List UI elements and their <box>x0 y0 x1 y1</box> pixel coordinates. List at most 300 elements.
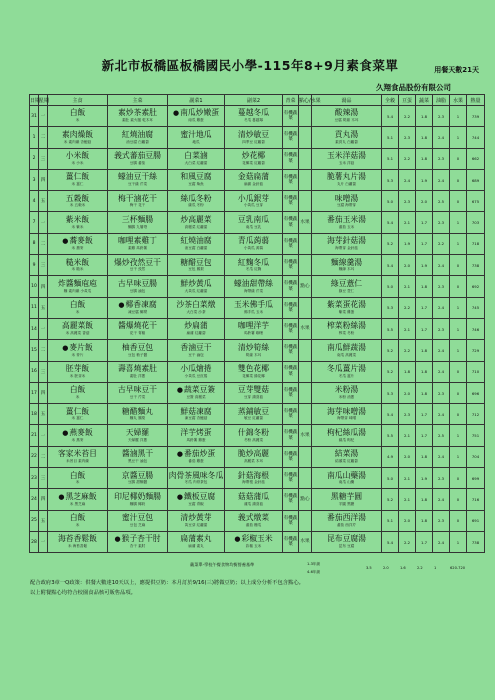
row-snack-fruit <box>299 340 312 361</box>
row-vegetable: 有機蔬菜 <box>283 127 299 148</box>
side-dish-2-name: 義式燉菜 <box>237 513 270 523</box>
side-dish-1-name: 洋芋烤蛋 <box>180 427 212 437</box>
staple-name: 白飯 <box>69 513 86 523</box>
soup-name: 結菜湯 <box>334 449 359 459</box>
standard-grain: 3.5 <box>366 566 372 570</box>
side-dish-2-ingredients: 南瓜 豆乳 <box>245 224 262 229</box>
side-dish-2-cell <box>225 318 283 339</box>
row-weekday: 二 <box>39 446 48 467</box>
main-dish-ingredients: 天婦羅 洋蔥 <box>127 437 148 442</box>
row-nutrition-5: 751 <box>467 425 485 446</box>
row-nutrition-2: 1.7 <box>416 404 433 425</box>
main-dish-name: 印尼椰奶麵腸 <box>114 491 161 501</box>
row-weekday: 一 <box>39 531 48 552</box>
row-date: 7 <box>30 212 39 233</box>
staple-name: 素肉燥飯 <box>61 129 94 139</box>
row-date: 23 <box>30 468 39 489</box>
soup-ingredients: 紫菜 雞蛋 <box>338 309 355 314</box>
main-dish-ingredients: 花干 青椒 <box>129 331 146 336</box>
standard-oil: 2.2 <box>417 566 423 570</box>
soup-ingredients: 榨菜 冬粉 <box>338 331 355 336</box>
side-dish-1-cell <box>168 446 225 467</box>
row-nutrition-3: 2.4 <box>433 169 450 190</box>
side-dish-2-cell <box>225 212 283 233</box>
row-vegetable: 有機蔬菜 <box>283 340 299 361</box>
soup-name: 味噌湯 <box>334 193 359 203</box>
side-dish-1-ingredients: 大白菜 沙茶 <box>186 309 206 314</box>
soup-ingredients: 番茄 西洋芹 <box>336 522 357 527</box>
main-dish-cell <box>108 297 168 318</box>
row-nutrition-5: 745 <box>467 297 485 318</box>
side-dish-2-ingredients: 高麗菜 木耳 <box>243 459 264 463</box>
row-nutrition-5: 691 <box>467 510 485 531</box>
soup-ingredients: 素貢丸 白蘿蔔 <box>335 139 358 144</box>
row-nutrition-0: 5.0 <box>382 276 399 297</box>
row-nutrition-1: 2.3 <box>399 404 416 425</box>
staple-ingredients: 米 胚芽米 <box>69 373 86 378</box>
row-weekday: 三 <box>39 255 48 276</box>
row-nutrition-3: 2.3 <box>433 106 450 127</box>
row-nutrition-5: 712 <box>467 404 485 425</box>
side-dish-2-cell <box>225 255 283 276</box>
staple-name: ● 黑芝麻飯 <box>58 493 96 501</box>
main-dish-name: 柚香豆包 <box>121 342 154 352</box>
row-nutrition-1: 2.1 <box>399 468 416 489</box>
row-nutrition-3: 2.5 <box>433 425 450 446</box>
footer-note-2: 以上附餐點心均符合校園食品核可販售品項。 <box>30 590 136 596</box>
main-dish-ingredients: 杏干 素肘 <box>129 544 146 549</box>
side-dish-2-name: 什錦冬粉 <box>237 427 270 437</box>
soup-ingredients: 丸片 白蘿蔔 <box>336 182 357 187</box>
row-nutrition-5: 699 <box>467 468 485 489</box>
side-dish-2-ingredients: 佛手瓜 玉米 <box>243 309 264 314</box>
side-dish-1-cell <box>168 531 225 552</box>
main-dish-ingredients: 豆腸 甜麵醬 <box>127 480 148 485</box>
soup-cell <box>312 127 382 148</box>
staple-ingredients: 米 紫米 <box>71 224 84 229</box>
row-nutrition-0: 5.3 <box>382 382 399 403</box>
row-nutrition-4: 1 <box>450 446 467 467</box>
staple-cell <box>48 382 108 403</box>
row-weekday: 四 <box>39 382 48 403</box>
row-snack-fruit <box>299 255 312 276</box>
row-vegetable: 有機蔬菜 <box>283 318 299 339</box>
side-dish-1-name: ● 鐵板豆腐 <box>177 493 215 501</box>
side-dish-2-name: 玉米佛手瓜 <box>234 300 273 310</box>
side-dish-2-cell <box>225 340 283 361</box>
main-dish-cell <box>108 106 168 127</box>
row-nutrition-3: 2.4 <box>433 361 450 382</box>
row-date: 24 <box>30 489 39 510</box>
main-dish-cell <box>108 233 168 254</box>
row-nutrition-5: 744 <box>467 127 485 148</box>
staple-ingredients: 米苔目 素肉燥 <box>66 459 89 463</box>
standard-vegetable: 1.6 <box>400 566 406 570</box>
header-calories: 熱量 <box>467 95 485 106</box>
soup-ingredients: 芋圓 黑糖 <box>338 501 355 506</box>
row-nutrition-5: 662 <box>467 148 485 169</box>
main-dish-name: 京醬豆腸 <box>121 470 154 480</box>
row-weekday: 四 <box>39 276 48 297</box>
main-dish-cell <box>108 510 168 531</box>
row-nutrition-5: 692 <box>467 276 485 297</box>
row-nutrition-1: 2.0 <box>399 446 416 467</box>
row-nutrition-0: 5.4 <box>382 404 399 425</box>
table-header <box>30 95 485 106</box>
soup-ingredients: 番茄 玉米 <box>338 224 355 229</box>
header-fruit: 點心/水果 <box>299 95 312 106</box>
row-nutrition-3: 2.4 <box>433 489 450 510</box>
row-weekday: 二 <box>39 233 48 254</box>
side-dish-2-name: 豆芽雙菇 <box>237 385 270 395</box>
side-dish-1-cell <box>168 255 225 276</box>
staple-cell <box>48 425 108 446</box>
side-dish-1-cell <box>168 276 225 297</box>
row-date: 9 <box>30 255 39 276</box>
side-dish-2-cell <box>225 106 283 127</box>
main-dish-ingredients: 麵腸 九層塔 <box>127 224 148 229</box>
row-weekday: 五 <box>39 404 48 425</box>
soup-name: 番茄玉米湯 <box>327 214 366 224</box>
soup-ingredients: 綠豆 薏仁 <box>338 288 355 293</box>
row-nutrition-0: 5.5 <box>382 425 399 446</box>
row-weekday: 五 <box>39 297 48 318</box>
row-nutrition-2: 1.8 <box>416 382 433 403</box>
side-dish-1-cell <box>168 127 225 148</box>
side-dish-1-ingredients: 豆包 鳳梨 <box>188 267 204 272</box>
side-dish-2-cell <box>225 531 283 552</box>
table-row <box>30 212 485 233</box>
row-snack-fruit <box>299 233 312 254</box>
main-dish-cell <box>108 255 168 276</box>
row-nutrition-0: 5.2 <box>382 233 399 254</box>
side-dish-1-cell <box>168 510 225 531</box>
row-nutrition-3: 2.3 <box>433 318 450 339</box>
side-dish-2-ingredients: 番茄 櫛瓜 <box>245 522 262 527</box>
side-dish-2-name: 炒花椰 <box>241 151 266 161</box>
main-dish-cell <box>108 276 168 297</box>
row-date: 16 <box>30 361 39 382</box>
row-date: 10 <box>30 276 39 297</box>
side-dish-1-name: 白菜滷 <box>184 151 208 161</box>
side-dish-2-ingredients: 花椰菜 紅蘿蔔 <box>242 160 265 165</box>
side-dish-2-name: 咖哩洋芋 <box>237 321 270 331</box>
side-dish-1-ingredients: 黃豆芽 紅蘿蔔 <box>184 522 208 527</box>
side-dish-2-ingredients: 扁蒲 金針菇 <box>243 182 264 187</box>
row-nutrition-4: 1 <box>450 425 467 446</box>
standard-calories: 620-720 <box>450 566 466 570</box>
side-dish-1-name: 鮮菇凍腐 <box>180 406 212 416</box>
row-snack-fruit <box>299 127 312 148</box>
soup-cell <box>312 446 382 467</box>
side-dish-1-cell <box>168 233 225 254</box>
table-row <box>30 106 485 127</box>
header-vegetable: 蔬菜 <box>416 95 433 106</box>
soup-ingredients: 結頭菜 紅蘿蔔 <box>335 459 358 463</box>
side-dish-1-name: 香滷豆干 <box>180 342 212 352</box>
staple-ingredients: 米 <box>75 118 80 123</box>
row-nutrition-3: 2.2 <box>433 233 450 254</box>
row-nutrition-4: 0 <box>450 361 467 382</box>
row-nutrition-4: 1 <box>450 318 467 339</box>
row-vegetable: 有機蔬菜 <box>283 489 299 510</box>
header-side2: 副菜2 <box>225 95 283 106</box>
main-dish-name: 糖醋麵丸 <box>121 406 154 416</box>
side-dish-1-ingredients: 豆簽 高麗菜 <box>186 395 206 400</box>
row-date: 22 <box>30 446 39 467</box>
side-dish-2-name: 豆乳南瓜 <box>237 214 270 224</box>
row-snack-fruit <box>299 361 312 382</box>
row-nutrition-4: 1 <box>450 212 467 233</box>
row-nutrition-5: 703 <box>467 212 485 233</box>
main-dish-cell <box>108 468 168 489</box>
staple-name: 五穀飯 <box>65 193 90 203</box>
staple-ingredients: 米 薑仁 <box>71 416 84 421</box>
main-dish-name: 咖哩素雞丁 <box>118 236 157 246</box>
staple-cell <box>48 531 108 552</box>
soup-cell <box>312 191 382 212</box>
row-nutrition-1: 2.0 <box>399 382 416 403</box>
row-weekday: 三 <box>39 148 48 169</box>
side-dish-2-ingredients: 敏豆 紅蘿蔔 <box>243 416 264 421</box>
table-row <box>30 446 485 467</box>
row-date: 14 <box>30 318 39 339</box>
side-dish-2-ingredients: 冬粉 高麗菜 <box>243 437 264 442</box>
company-name: 久翔食品股份有限公司 <box>376 83 451 92</box>
row-nutrition-4: 1 <box>450 233 467 254</box>
side-dish-2-name: 菇菇蒲瓜 <box>237 491 270 501</box>
side-dish-2-cell <box>225 510 283 531</box>
row-nutrition-0: 5.5 <box>382 318 399 339</box>
row-date: 11 <box>30 297 39 318</box>
soup-ingredients: 麵線 木耳 <box>338 267 355 272</box>
side-dish-1-name: 絲瓜冬粉 <box>180 193 212 203</box>
staple-ingredients: 米 小米 <box>71 160 84 165</box>
soup-name: 貢丸湯 <box>334 129 359 139</box>
row-nutrition-2: 1.9 <box>416 468 433 489</box>
row-nutrition-5: 738 <box>467 531 485 552</box>
header-soup: 湯品 <box>312 95 382 106</box>
soup-name: 枸杞絲瓜湯 <box>327 427 366 437</box>
side-dish-2-cell <box>225 382 283 403</box>
row-snack-fruit <box>299 382 312 403</box>
row-nutrition-2: 1.8 <box>416 446 433 467</box>
soup-ingredients: 冬瓜 薑片 <box>338 373 355 378</box>
row-nutrition-3: 2.5 <box>433 191 450 212</box>
main-dish-cell <box>108 446 168 467</box>
row-vegetable: 有機蔬菜 <box>283 531 299 552</box>
side-dish-2-cell <box>225 489 283 510</box>
main-dish-ingredients: 素肚 素火腿 乾木耳 <box>121 118 154 123</box>
side-dish-1-name: 炒高麗菜 <box>180 214 212 224</box>
soup-name: 昆布豆腐湯 <box>327 534 366 544</box>
row-nutrition-1: 2.2 <box>399 340 416 361</box>
soup-ingredients: 海帶芽 味噌 <box>336 416 357 421</box>
row-nutrition-4: 0 <box>450 510 467 531</box>
row-nutrition-2: 1.8 <box>416 106 433 127</box>
row-weekday: 一 <box>39 212 48 233</box>
staple-cell <box>48 276 108 297</box>
soup-name: 南瓜山藥湯 <box>327 470 366 480</box>
row-nutrition-5: 739 <box>467 106 485 127</box>
legend-grade-low: 1-3年級 <box>307 562 321 566</box>
menu-title: 新北市板橋區板橋國民小學-115年8+9月素食菜單 <box>101 58 399 73</box>
main-dish-name: 蜜汁豆包 <box>121 513 154 523</box>
staple-ingredients: 米 五穀米 <box>69 203 86 208</box>
row-snack-fruit <box>299 446 312 467</box>
side-dish-1-cell <box>168 148 225 169</box>
header-fruit-serving: 水果 <box>450 95 467 106</box>
footer-note-1: 配合政府3章一Q政策：供餐大數達10天以上，應提供豆奶：本月訂於9/16(三)將做豆奶；以上成分分析不包含點心。 <box>30 580 304 586</box>
row-vegetable: 有機蔬菜 <box>283 382 299 403</box>
soup-cell <box>312 148 382 169</box>
staple-ingredients: 米 高麗菜 香菇 <box>65 331 90 336</box>
staple-ingredients: 米 海苔香鬆 <box>67 544 88 549</box>
row-nutrition-1: 2.0 <box>399 255 416 276</box>
row-snack-fruit <box>299 191 312 212</box>
soup-name: 海芽針菇湯 <box>327 236 366 246</box>
row-nutrition-4: 0 <box>450 276 467 297</box>
table-row <box>30 489 485 510</box>
row-vegetable: 有機蔬菜 <box>283 106 299 127</box>
soup-name: 酸辣湯 <box>334 108 359 118</box>
row-nutrition-3: 2.4 <box>433 255 450 276</box>
soup-cell <box>312 318 382 339</box>
row-weekday: 三 <box>39 468 48 489</box>
side-dish-2-name: 蒸鋪敏豆 <box>237 406 270 416</box>
row-nutrition-2: 1.8 <box>416 361 433 382</box>
row-nutrition-2: 1.8 <box>416 510 433 531</box>
main-dish-cell <box>108 212 168 233</box>
soup-name: 南瓜鮮蔬湯 <box>327 342 366 352</box>
row-nutrition-1: 2.3 <box>399 191 416 212</box>
staple-ingredients: 米 <box>75 395 80 400</box>
row-snack-fruit: 點心 <box>299 276 312 297</box>
staple-ingredients: 米 素肉燥 杏鮑菇 <box>63 139 92 144</box>
row-weekday: 二 <box>39 340 48 361</box>
row-snack-fruit <box>299 297 312 318</box>
row-weekday: 四 <box>39 169 48 190</box>
side-dish-1-cell <box>168 340 225 361</box>
row-date: 21 <box>30 425 39 446</box>
side-dish-1-cell <box>168 361 225 382</box>
staple-ingredients: 麵 素肉燥 小黃瓜 <box>63 288 92 293</box>
row-nutrition-3: 2.4 <box>433 404 450 425</box>
row-nutrition-3: 2.4 <box>433 127 450 148</box>
row-nutrition-0: 5.3 <box>382 169 399 190</box>
soup-cell <box>312 276 382 297</box>
row-nutrition-4: 1 <box>450 106 467 127</box>
staple-cell <box>48 361 108 382</box>
row-date: 3 <box>30 169 39 190</box>
row-nutrition-4: 0 <box>450 404 467 425</box>
staple-ingredients: 米 燕麥 <box>71 437 84 442</box>
side-dish-2-cell <box>225 169 283 190</box>
table-row <box>30 468 485 489</box>
soup-cell <box>312 297 382 318</box>
soup-cell <box>312 510 382 531</box>
table-row <box>30 382 485 403</box>
side-dish-1-ingredients: 南瓜 雞蛋 <box>188 118 204 123</box>
side-dish-2-name: 青瓜蒟蒻 <box>237 236 270 246</box>
main-dish-cell <box>108 127 168 148</box>
soup-cell <box>312 340 382 361</box>
row-nutrition-2: 1.7 <box>416 531 433 552</box>
staple-name: ● 蕎麥飯 <box>62 237 93 245</box>
table-row <box>30 276 485 297</box>
side-dish-1-name: ● 番茄炒蛋 <box>177 450 215 458</box>
staple-name: 白飯 <box>69 385 86 395</box>
row-nutrition-3: 2.3 <box>433 468 450 489</box>
side-dish-2-ingredients: 蒲瓜 鴻喜菇 <box>243 501 264 506</box>
row-nutrition-4: 1 <box>450 297 467 318</box>
side-dish-1-ingredients: 地瓜 <box>192 139 200 144</box>
row-nutrition-3: 2.4 <box>433 340 450 361</box>
staple-cell <box>48 510 108 531</box>
row-nutrition-1: 2.1 <box>399 425 416 446</box>
main-dish-ingredients: 豆包 芝麻 <box>129 522 146 527</box>
main-dish-ingredients: 豆腸 番茄 <box>129 160 146 165</box>
row-vegetable: 有機蔬菜 <box>283 510 299 531</box>
main-dish-cell <box>108 489 168 510</box>
row-date: 8 <box>30 233 39 254</box>
row-nutrition-0: 5.2 <box>382 361 399 382</box>
side-dish-2-cell <box>225 404 283 425</box>
side-dish-1-name: 蜜汁地瓜 <box>180 129 212 139</box>
staple-name: 高麗菜飯 <box>61 321 94 331</box>
staple-name: ● 燕麥飯 <box>62 429 93 437</box>
side-dish-1-name: 小瓜燴捲 <box>180 364 212 374</box>
row-vegetable: 有機蔬菜 <box>283 404 299 425</box>
side-dish-2-ingredients: 海帶絲 芹菜 <box>243 288 264 293</box>
soup-cell <box>312 404 382 425</box>
main-dish-ingredients: 素雞 馬鈴薯 <box>127 246 148 251</box>
row-date: 25 <box>30 510 39 531</box>
row-date: 1 <box>30 127 39 148</box>
side-dish-2-cell <box>225 233 283 254</box>
row-snack-fruit: 水果 <box>299 318 312 339</box>
side-dish-2-cell <box>225 276 283 297</box>
row-nutrition-4: 0 <box>450 148 467 169</box>
side-dish-2-name: 雙色花椰 <box>237 364 270 374</box>
main-dish-name: 醬滷黑干 <box>121 449 154 459</box>
row-nutrition-0: 5.2 <box>382 489 399 510</box>
table-row <box>30 148 485 169</box>
row-nutrition-4: 1 <box>450 127 467 148</box>
row-nutrition-5: 710 <box>467 361 485 382</box>
staple-name: 炸醬麵庖庖 <box>58 278 97 288</box>
table-row <box>30 340 485 361</box>
row-date: 15 <box>30 340 39 361</box>
row-date: 31 <box>30 106 39 127</box>
table-row <box>30 255 485 276</box>
main-dish-name: 醬爆燒花干 <box>118 321 157 331</box>
side-dish-2-name: 金菇扁蒲 <box>237 172 270 182</box>
soup-cell <box>312 468 382 489</box>
row-nutrition-3: 2.4 <box>433 297 450 318</box>
main-dish-cell <box>108 191 168 212</box>
main-dish-name: 素炒茶素肚 <box>118 108 157 118</box>
row-nutrition-5: 716 <box>467 489 485 510</box>
row-nutrition-4: 1 <box>450 340 467 361</box>
side-dish-2-name: 蔓越冬瓜 <box>237 108 270 118</box>
row-nutrition-4: 1 <box>450 531 467 552</box>
row-nutrition-3: 2.3 <box>433 382 450 403</box>
row-nutrition-0: 5.4 <box>382 106 399 127</box>
table-row <box>30 425 485 446</box>
side-dish-1-ingredients: 豆干 滷包 <box>188 352 204 357</box>
soup-name: 米粉湯 <box>334 385 359 395</box>
